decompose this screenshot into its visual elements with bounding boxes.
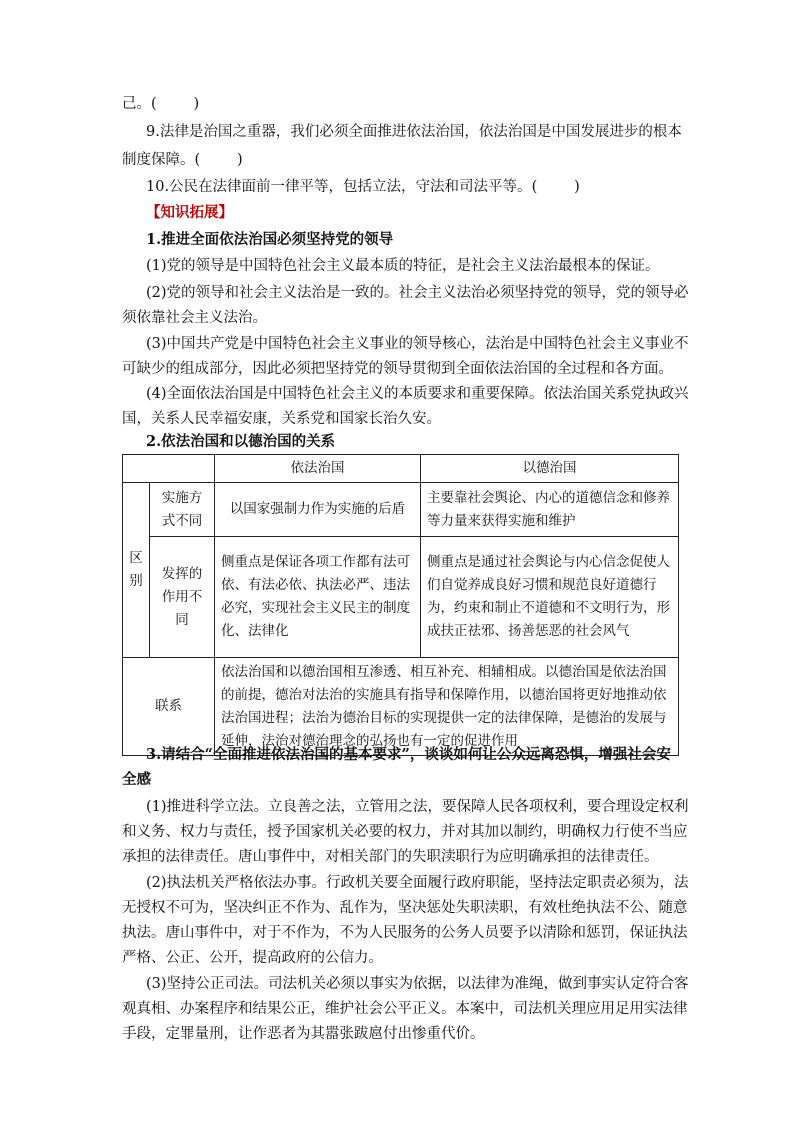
topic-1-paragraph-4-line-2: 国，关系人民幸福安康，关系党和国家长治久安。 bbox=[122, 411, 441, 427]
table-row-connection bbox=[123, 658, 679, 756]
table-header-row bbox=[123, 455, 679, 483]
question-8-tail bbox=[122, 94, 199, 114]
topic-1-paragraph-1: (1)党的领导是中国特色社会主义最本质的特征，是社会主义法治最根本的保证。 bbox=[146, 258, 660, 274]
table-row bbox=[123, 537, 679, 658]
question-9-line-2 bbox=[122, 150, 243, 170]
topic-1-paragraph-3-line-1: (3)中国共产党是中国特色社会主义事业的领导核心，法治是中国特色社会主义事业不 bbox=[146, 336, 689, 352]
topic-1-title: 1.推进全面依法治国必须坚持党的领导 bbox=[146, 231, 394, 248]
topic-3-title-line-2: 全感 bbox=[122, 771, 151, 788]
connection-label: 联系 bbox=[123, 658, 215, 756]
topic-3-paragraph-2-line-3: 执法。唐山事件中，对于不作为，不为人民服务的公务人员要予以清除和惩罚，保证执法 bbox=[122, 925, 688, 941]
table-corner-cell bbox=[123, 455, 215, 483]
rule-of-law-cell: 侧重点是保证各项工作都有法可依、有法必依、执法必严、违法必究，实现社会主义民主的制度化、法律化 bbox=[215, 537, 421, 658]
topic-3-paragraph-3-line-1: (3)坚持公正司法。司法机关必须以事实为依据，以法律为准绳，做到事实认定符合客 bbox=[146, 976, 689, 992]
question-9-text: 制度保障。 bbox=[122, 152, 195, 168]
rule-of-law-cell: 以国家强制力作为实施的后盾 bbox=[215, 483, 421, 537]
column-header-rule-of-law: 依法治国 bbox=[215, 455, 421, 483]
topic-1-paragraph-2-line-2: 须依靠社会主义法治。 bbox=[122, 310, 267, 326]
topic-3-paragraph-3-line-3: 手段，定罪量刑，让作恶者为其嚣张跋扈付出惨重代价。 bbox=[122, 1026, 485, 1042]
topic-2-title: 2.依法治国和以德治国的关系 bbox=[146, 433, 336, 450]
comparison-table bbox=[122, 454, 679, 756]
topic-3-paragraph-2-line-2: 无授权不可为，坚决纠正不作为、乱作为，坚决惩处失职渎职，有效杜绝执法不公、随意 bbox=[122, 900, 688, 916]
question-8-text: 己。 bbox=[122, 96, 151, 112]
rule-of-virtue-cell: 主要靠社会舆论、内心的道德信念和修养等力量来获得实施和维护 bbox=[421, 483, 679, 537]
topic-3-paragraph-1-line-1: (1)推进科学立法。立良善之法，立管用之法，要保障人民各项权利，要合理设定权利 bbox=[146, 799, 689, 815]
topic-3-title-line-1: 3.请结合“全面推进依法治国的基本要求”，谈谈如何让公众远离恐惧，增强社会安 bbox=[146, 746, 671, 763]
rule-of-virtue-cell: 侧重点是通过社会舆论与内心信念促使人们自觉养成良好习惯和规范良好道德行为，约束和制止不道德和不文明行为，形成扶正祛邪、扬善惩恶的社会风气 bbox=[421, 537, 679, 658]
question-9-answer-blank[interactable]: ( ) bbox=[194, 152, 243, 168]
topic-3-paragraph-2-line-1: (2)执法机关严格依法办事。行政机关要全面履行政府职能，坚持法定职责必须为，法 bbox=[146, 875, 689, 891]
question-8-answer-blank[interactable]: ( ) bbox=[151, 96, 200, 112]
aspect-cell: 实施方式不同 bbox=[150, 483, 215, 537]
table-row bbox=[123, 483, 679, 537]
topic-3-paragraph-1-line-2: 和义务、权力与责任，授予国家机关必要的权力，并对其加以制约，明确权力行使不当应 bbox=[122, 824, 688, 840]
question-10-answer-blank[interactable]: ( ) bbox=[531, 179, 580, 195]
question-9-line-1: 9.法律是治国之重器，我们必须全面推进依法治国，依法治国是中国发展进步的根本 bbox=[146, 124, 682, 140]
aspect-cell: 发挥的作用不同 bbox=[150, 537, 215, 658]
topic-3-paragraph-3-line-2: 观真相、办案程序和结果公正，维护社会公平正义。本案中，司法机关理应用足用实法律 bbox=[122, 1001, 688, 1017]
question-10-text: 10.公民在法律面前一律平等，包括立法，守法和司法平等。 bbox=[146, 179, 532, 195]
section-heading-knowledge-extension: 【知识拓展】 bbox=[146, 204, 233, 221]
connection-text: 依法治国和以德治国相互渗透、相互补充、相辅相成。以德治国是依法治国的前提，德治对法治的实施具有指导和保障作用，以德治国将更好地推动依法治国进程；法治为德治目标的实现提供一定的法律保障，是德治的发展与延伸，法治对德治理念的弘扬也有一定的促进作用 bbox=[215, 658, 679, 756]
topic-3-paragraph-1-line-3: 承担的法律责任。唐山事件中，对相关部门的失职渎职行为应明确承担的法律责任。 bbox=[122, 849, 659, 865]
topic-3-paragraph-2-line-4: 严格、公正、公开，提高政府的公信力。 bbox=[122, 950, 383, 966]
topic-1-paragraph-2-line-1: (2)党的领导和社会主义法治是一致的。社会主义法治必须坚持党的领导，党的领导必 bbox=[146, 285, 689, 301]
topic-1-paragraph-4-line-1: (4)全面依法治国是中国特色社会主义的本质要求和重要保障。依法治国关系党执政兴 bbox=[146, 386, 689, 402]
question-10 bbox=[146, 177, 580, 197]
difference-label: 区别 bbox=[123, 483, 150, 658]
column-header-rule-of-virtue: 以德治国 bbox=[421, 455, 679, 483]
topic-1-paragraph-3-line-2: 可缺少的组成部分，因此必须把坚持党的领导贯彻到全面依法治国的全过程和各方面。 bbox=[122, 361, 673, 377]
